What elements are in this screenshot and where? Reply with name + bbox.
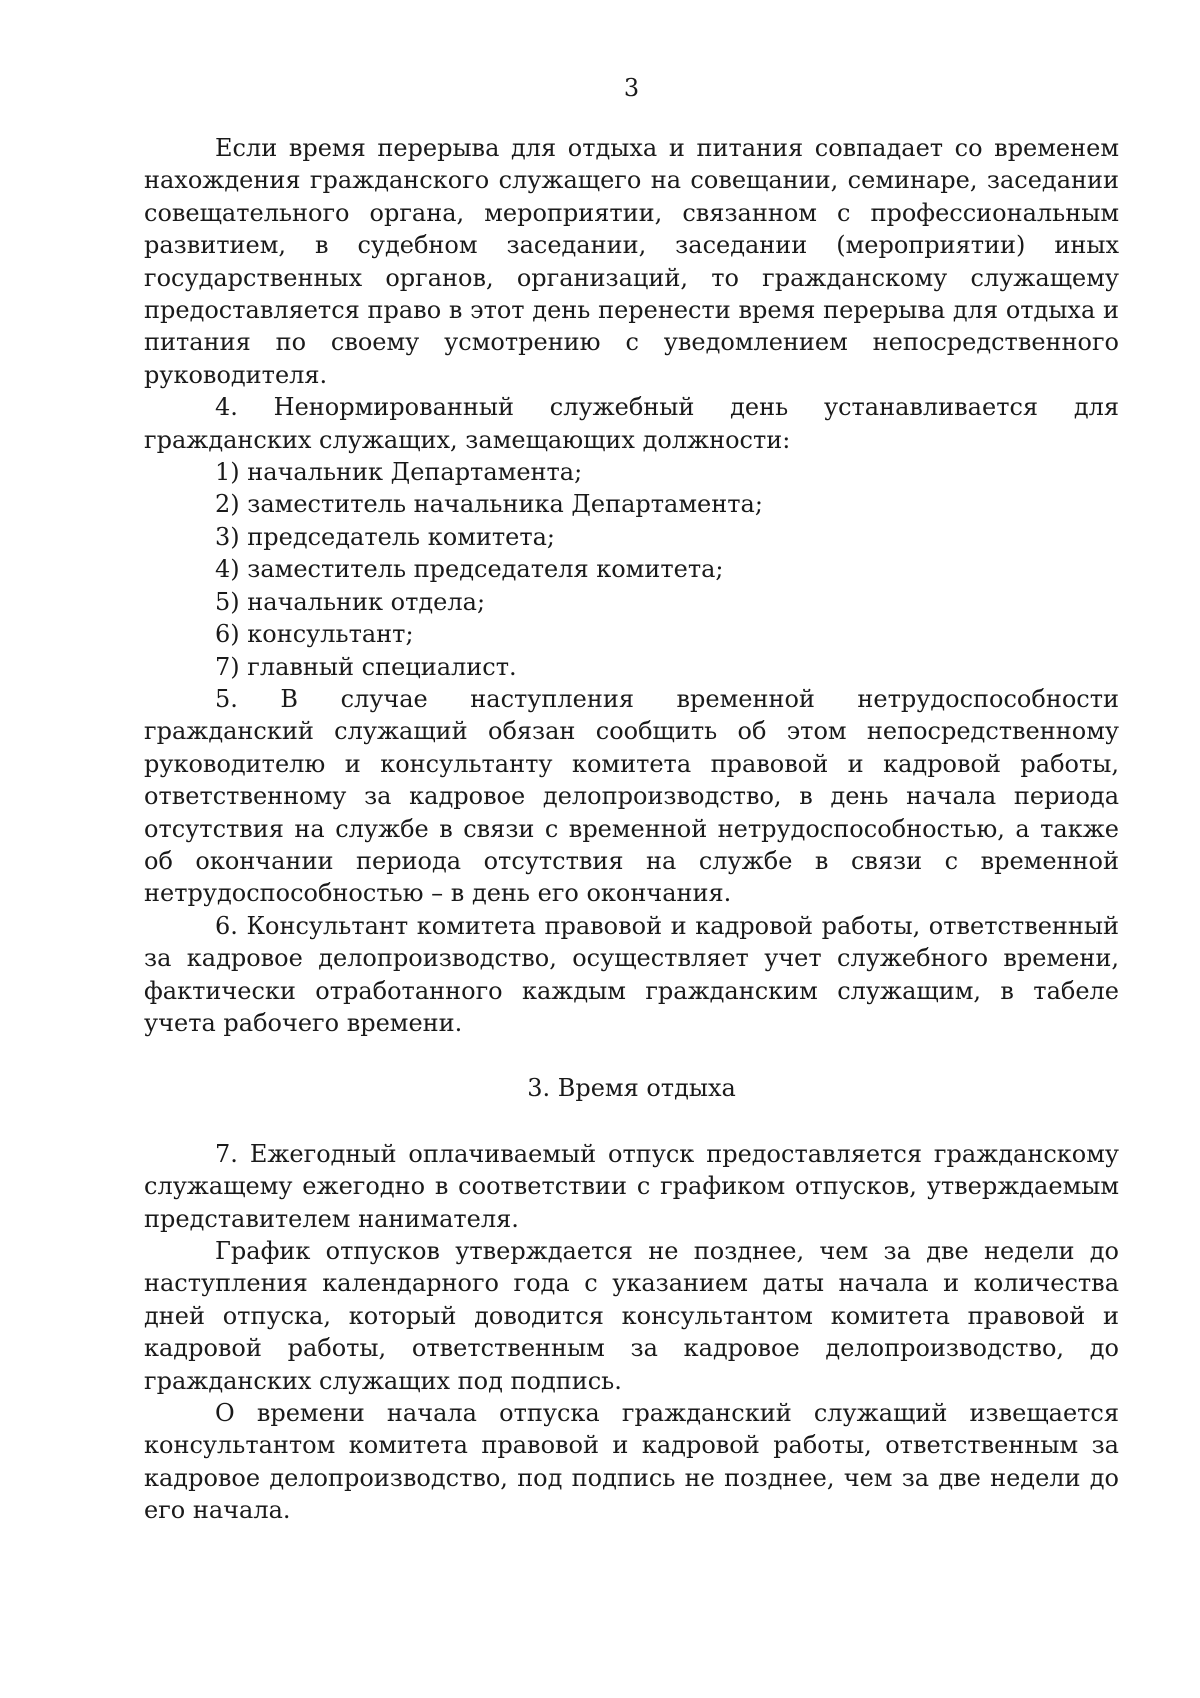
list-item: 7) главный специалист. xyxy=(215,652,517,681)
list-item: 3) председатель комитета; xyxy=(215,522,556,551)
paragraph-item-6: 6. Консультант комитета правовой и кадровой работы, ответственный за кадровое делопроизводство, осуществляет учет служебного времени, фактически отработанного каждым гражданским служащим, в табеле учета рабочего времени. xyxy=(144,911,1119,1037)
document-body xyxy=(144,132,1119,1527)
paragraph-vacation-schedule: График отпусков утверждается не позднее, чем за две недели до наступления календарного года с указанием даты начала и количества дней отпуска, который доводится консультантом комитета правовой и кадровой работы, ответственным за кадровое делопроизводство, до гражданских служащих под подпись. xyxy=(144,1237,1119,1395)
paragraph-vacation-notice: О времени начала отпуска гражданский служащий извещается консультантом комитета правовой и кадровой работы, ответственным за кадровое делопроизводство, под подпись не позднее, чем за две недели до его начала. xyxy=(144,1399,1119,1525)
list-item: 2) заместитель начальника Департамента; xyxy=(215,490,763,519)
paragraph-item-4: 4. Ненормированный служебный день устанавливается для гражданских служащих, замещающих должности: xyxy=(144,393,1119,454)
paragraph-break-time: Если время перерыва для отдыха и питания совпадает со временем нахождения гражданского служащего на совещании, семинаре, заседании совещательного органа, мероприятии, связанном с профессиональным развитием, в судебном заседании, заседании (мероприятии) иных государственных органов, организаций, то гражданскому служащему предоставляется право в этот день перенести время перерыва для отдыха и питания по своему усмотрению с уведомлением непосредственного руководителя. xyxy=(144,134,1119,389)
paragraph-item-7: 7. Ежегодный оплачиваемый отпуск предоставляется гражданскому служащему ежегодно в соответствии с графиком отпусков, утверждаемым представителем нанимателя. xyxy=(144,1139,1119,1233)
page-number: 3 xyxy=(623,74,640,102)
list-item: 1) начальник Департамента; xyxy=(215,458,583,487)
list-item: 6) консультант; xyxy=(215,620,414,649)
paragraph-item-5: 5. В случае наступления временной нетрудоспособности гражданский служащий обязан сообщить об этом непосредственному руководителю и консультанту комитета правовой и кадровой работы, ответственному за кадровое делопроизводство, в день начала периода отсутствия на службе в связи с временной нетрудоспособностью, а также об окончании периода отсутствия на службе в связи с временной нетрудоспособностью – в день его окончания. xyxy=(144,684,1119,908)
section-heading: 3. Время отдыха xyxy=(527,1074,736,1103)
list-item: 5) начальник отдела; xyxy=(215,587,486,616)
list-item: 4) заместитель председателя комитета; xyxy=(215,555,724,584)
